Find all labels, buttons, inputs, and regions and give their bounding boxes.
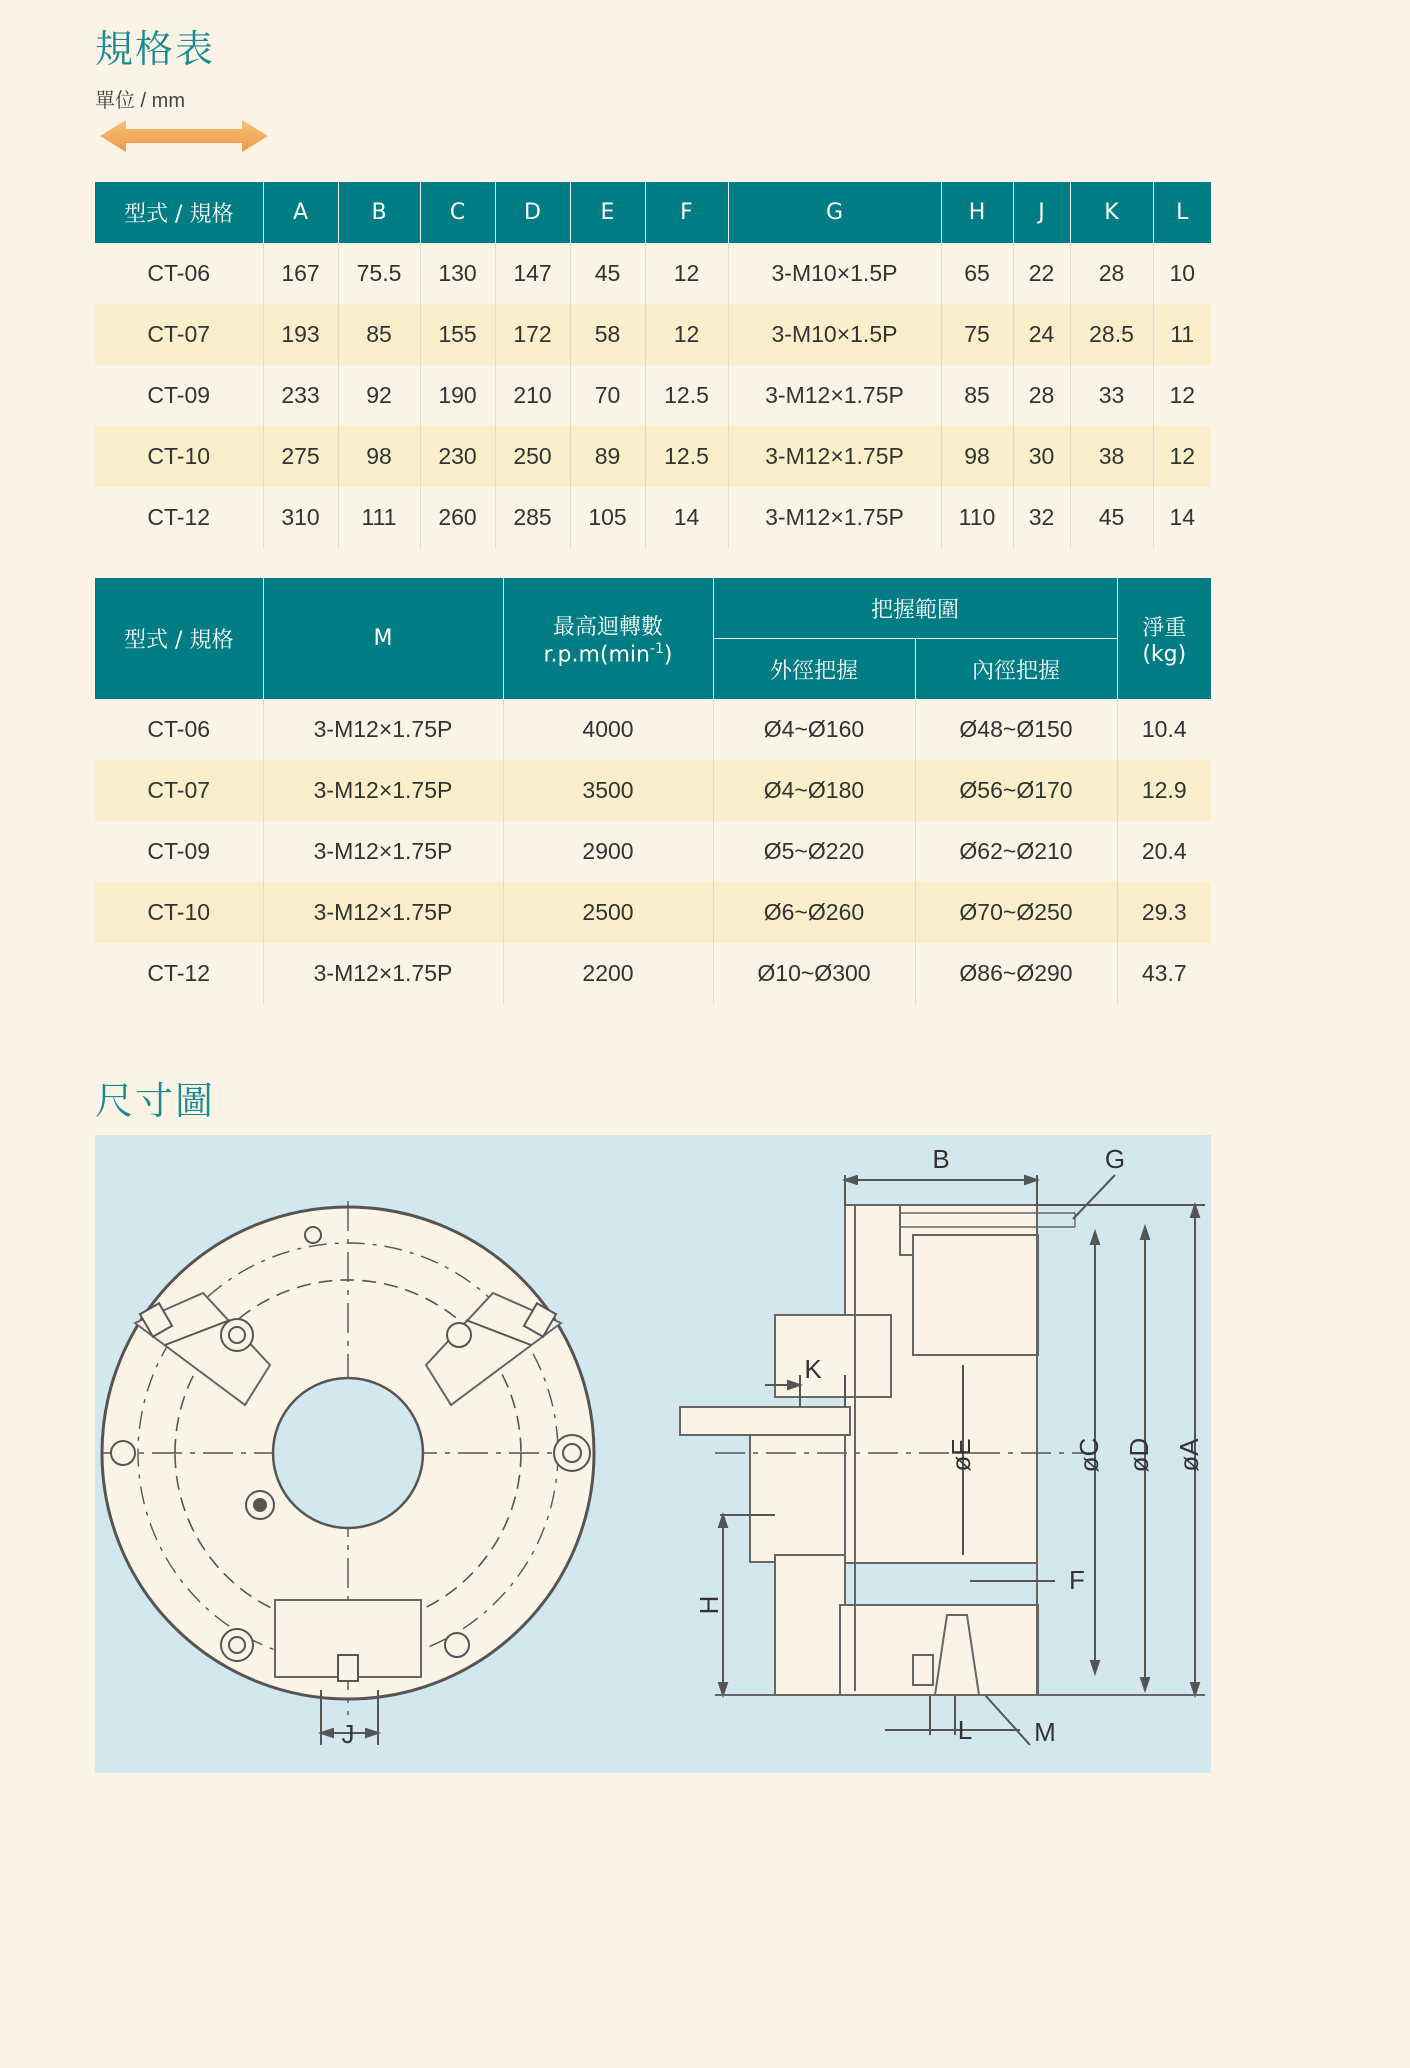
dim-label-a: øA bbox=[1174, 1438, 1204, 1472]
value-cell: 111 bbox=[338, 487, 420, 548]
header-k: K bbox=[1070, 182, 1153, 243]
value-cell: 12 bbox=[1153, 365, 1211, 426]
value-cell: 29.3 bbox=[1117, 882, 1211, 943]
value-cell: 275 bbox=[263, 426, 338, 487]
header-grip-range: 把握範圍 bbox=[713, 578, 1117, 639]
dim-label-e: øE bbox=[946, 1438, 976, 1472]
header-weight bbox=[1117, 578, 1211, 699]
value-cell: 2500 bbox=[503, 882, 713, 943]
value-cell: 190 bbox=[420, 365, 495, 426]
value-cell: 45 bbox=[570, 243, 645, 304]
value-cell: 193 bbox=[263, 304, 338, 365]
table-header-row bbox=[95, 182, 1211, 243]
model-cell: CT-12 bbox=[95, 943, 263, 1004]
table-row bbox=[95, 304, 1211, 365]
header-max-rpm-label: 最高迴轉數 bbox=[552, 614, 663, 640]
value-cell: 3-M12×1.75P bbox=[728, 487, 941, 548]
value-cell: 65 bbox=[941, 243, 1013, 304]
value-cell: 30 bbox=[1013, 426, 1070, 487]
table-row bbox=[95, 882, 1211, 943]
value-cell: Ø70~Ø250 bbox=[915, 882, 1117, 943]
value-cell: Ø10~Ø300 bbox=[713, 943, 915, 1004]
value-cell: 33 bbox=[1070, 365, 1153, 426]
model-cell: CT-06 bbox=[95, 699, 263, 760]
value-cell: 38 bbox=[1070, 426, 1153, 487]
value-cell: 147 bbox=[495, 243, 570, 304]
value-cell: 22 bbox=[1013, 243, 1070, 304]
value-cell: 98 bbox=[338, 426, 420, 487]
value-cell: Ø4~Ø160 bbox=[713, 699, 915, 760]
value-cell: 12.5 bbox=[645, 426, 728, 487]
value-cell: 3-M12×1.75P bbox=[263, 760, 503, 821]
value-cell: 92 bbox=[338, 365, 420, 426]
header-rpm-unit: r.p.m(min bbox=[543, 642, 650, 668]
spec-section-title: 規格表 bbox=[95, 27, 216, 71]
header-g: G bbox=[728, 182, 941, 243]
value-cell: Ø6~Ø260 bbox=[713, 882, 915, 943]
value-cell: 32 bbox=[1013, 487, 1070, 548]
value-cell: Ø48~Ø150 bbox=[915, 699, 1117, 760]
value-cell: 58 bbox=[570, 304, 645, 365]
dim-label-l: L bbox=[957, 1715, 973, 1745]
value-cell: 110 bbox=[941, 487, 1013, 548]
value-cell: 89 bbox=[570, 426, 645, 487]
value-cell: 98 bbox=[941, 426, 1013, 487]
value-cell: Ø62~Ø210 bbox=[915, 821, 1117, 882]
table-row bbox=[95, 699, 1211, 760]
header-f: F bbox=[645, 182, 728, 243]
value-cell: 85 bbox=[941, 365, 1013, 426]
chuck-drawing bbox=[95, 1135, 1211, 1773]
value-cell: 233 bbox=[263, 365, 338, 426]
dim-label-d: øD bbox=[1124, 1437, 1154, 1473]
value-cell: 3-M10×1.5P bbox=[728, 304, 941, 365]
table-row bbox=[95, 943, 1211, 1004]
value-cell: 10 bbox=[1153, 243, 1211, 304]
value-cell: 2900 bbox=[503, 821, 713, 882]
table-row bbox=[95, 821, 1211, 882]
value-cell: 28 bbox=[1013, 365, 1070, 426]
model-cell: CT-07 bbox=[95, 760, 263, 821]
dim-label-b: B bbox=[932, 1144, 950, 1174]
value-cell: 12 bbox=[645, 304, 728, 365]
value-cell: 4000 bbox=[503, 699, 713, 760]
value-cell: 45 bbox=[1070, 487, 1153, 548]
value-cell: 230 bbox=[420, 426, 495, 487]
value-cell: 12.5 bbox=[645, 365, 728, 426]
value-cell: 3-M12×1.75P bbox=[263, 699, 503, 760]
header-rpm-exponent: -1 bbox=[649, 640, 664, 657]
value-cell: 250 bbox=[495, 426, 570, 487]
value-cell: 75 bbox=[941, 304, 1013, 365]
value-cell: 70 bbox=[570, 365, 645, 426]
value-cell: 12.9 bbox=[1117, 760, 1211, 821]
table-row bbox=[95, 365, 1211, 426]
value-cell: 3-M12×1.75P bbox=[263, 882, 503, 943]
value-cell: 155 bbox=[420, 304, 495, 365]
value-cell: 285 bbox=[495, 487, 570, 548]
value-cell: 3-M12×1.75P bbox=[263, 943, 503, 1004]
model-cell: CT-06 bbox=[95, 243, 263, 304]
header-e: E bbox=[570, 182, 645, 243]
model-cell: CT-09 bbox=[95, 365, 263, 426]
header-weight-unit: (kg) bbox=[1142, 641, 1187, 667]
header-rpm-close: ) bbox=[663, 642, 673, 668]
value-cell: 10.4 bbox=[1117, 699, 1211, 760]
value-cell: 75.5 bbox=[338, 243, 420, 304]
header-a: A bbox=[263, 182, 338, 243]
header-grip-outer: 外徑把握 bbox=[713, 639, 915, 700]
dim-label-c: øC bbox=[1074, 1437, 1104, 1473]
value-cell: 14 bbox=[645, 487, 728, 548]
value-cell: 3500 bbox=[503, 760, 713, 821]
value-cell: Ø5~Ø220 bbox=[713, 821, 915, 882]
value-cell: 167 bbox=[263, 243, 338, 304]
header-m: M bbox=[263, 578, 503, 699]
dim-label-j: J bbox=[341, 1719, 355, 1749]
value-cell: 130 bbox=[420, 243, 495, 304]
table-row bbox=[95, 243, 1211, 304]
header-model: 型式 / 規格 bbox=[95, 578, 263, 699]
dim-label-k: K bbox=[804, 1354, 822, 1384]
value-cell: Ø86~Ø290 bbox=[915, 943, 1117, 1004]
model-cell: CT-09 bbox=[95, 821, 263, 882]
value-cell: 14 bbox=[1153, 487, 1211, 548]
value-cell: Ø4~Ø180 bbox=[713, 760, 915, 821]
value-cell: 3-M12×1.75P bbox=[263, 821, 503, 882]
value-cell: 43.7 bbox=[1117, 943, 1211, 1004]
header-c: C bbox=[420, 182, 495, 243]
model-cell: CT-07 bbox=[95, 304, 263, 365]
value-cell: 2200 bbox=[503, 943, 713, 1004]
table-row bbox=[95, 426, 1211, 487]
header-weight-label: 淨重 bbox=[1142, 615, 1187, 641]
value-cell: 11 bbox=[1153, 304, 1211, 365]
value-cell: Ø56~Ø170 bbox=[915, 760, 1117, 821]
header-j: J bbox=[1013, 182, 1070, 243]
value-cell: 20.4 bbox=[1117, 821, 1211, 882]
header-model: 型式 / 規格 bbox=[95, 182, 263, 243]
value-cell: 3-M10×1.5P bbox=[728, 243, 941, 304]
dim-label-g: G bbox=[1104, 1144, 1126, 1174]
table-row bbox=[95, 487, 1211, 548]
dim-label-f: F bbox=[1069, 1565, 1085, 1595]
model-cell: CT-10 bbox=[95, 882, 263, 943]
unit-label: 單位 / mm bbox=[95, 90, 185, 112]
value-cell: 210 bbox=[495, 365, 570, 426]
model-cell: CT-10 bbox=[95, 426, 263, 487]
value-cell: 85 bbox=[338, 304, 420, 365]
value-cell: 260 bbox=[420, 487, 495, 548]
spec-table-performance bbox=[95, 578, 1211, 1004]
spec-table-dimensions bbox=[95, 182, 1211, 548]
header-d: D bbox=[495, 182, 570, 243]
value-cell: 3-M12×1.75P bbox=[728, 426, 941, 487]
model-cell: CT-12 bbox=[95, 487, 263, 548]
double-arrow-icon bbox=[100, 118, 270, 154]
value-cell: 12 bbox=[1153, 426, 1211, 487]
value-cell: 12 bbox=[645, 243, 728, 304]
table-row bbox=[95, 760, 1211, 821]
dim-label-h: H bbox=[694, 1595, 724, 1615]
header-l: L bbox=[1153, 182, 1211, 243]
dimension-diagram bbox=[95, 1135, 1211, 1773]
dim-label-m: M bbox=[1034, 1717, 1056, 1747]
value-cell: 28.5 bbox=[1070, 304, 1153, 365]
dimension-section-title: 尺寸圖 bbox=[95, 1079, 216, 1123]
header-grip-inner: 內徑把握 bbox=[915, 639, 1117, 700]
value-cell: 28 bbox=[1070, 243, 1153, 304]
header-max-rpm bbox=[503, 578, 713, 699]
value-cell: 3-M12×1.75P bbox=[728, 365, 941, 426]
header-h: H bbox=[941, 182, 1013, 243]
value-cell: 105 bbox=[570, 487, 645, 548]
header-b: B bbox=[338, 182, 420, 243]
value-cell: 172 bbox=[495, 304, 570, 365]
value-cell: 310 bbox=[263, 487, 338, 548]
value-cell: 24 bbox=[1013, 304, 1070, 365]
table-header-row bbox=[95, 578, 1211, 639]
